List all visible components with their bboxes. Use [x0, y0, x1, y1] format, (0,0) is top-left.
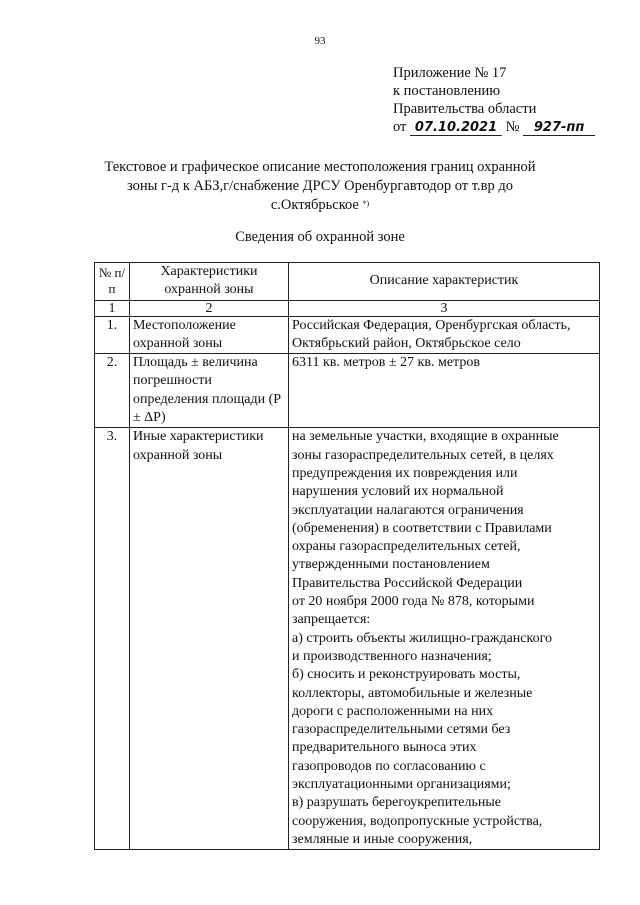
zone-info-table	[94, 262, 600, 850]
description-line: нарушения условий их нормальной	[292, 484, 504, 500]
description-line: охраны газораспределительных сетей,	[292, 539, 521, 555]
table-row	[95, 354, 600, 428]
description-line: запрещается:	[292, 612, 371, 628]
header-cell-description: Описание характеристик	[289, 263, 600, 301]
appendix-block	[393, 64, 595, 136]
table-header-row	[95, 263, 600, 301]
handwritten-date: 07.10.2021	[410, 121, 502, 136]
description-line: коллекторы, автомобильные и железные	[292, 685, 533, 701]
description-line: на земельные участки, входящие в охранные	[292, 429, 559, 445]
description-line: зоны газораспределительных сетей, в целях	[292, 447, 554, 463]
description-line: сооружения, водопропускные устройства,	[292, 813, 543, 829]
row-characteristic: Площадь ± величина погрешности определения площади (P ± ΔP)	[130, 354, 289, 428]
description-line: газопроводов по согласованию с	[292, 758, 486, 774]
appendix-line-2: к постановлению	[393, 83, 501, 99]
row-description: Российская Федерация, Оренбургская область, Октябрьский район, Октябрьское село	[289, 316, 600, 354]
description-line: от 20 ноября 2000 года № 878, которыми	[292, 594, 535, 610]
index-cell: 1	[95, 300, 130, 316]
table-index-row	[95, 300, 600, 316]
from-label: от	[393, 119, 407, 135]
appendix-line-3: Правительства области	[393, 101, 537, 117]
header-cell-characteristic: Характеристики охранной зоны	[130, 263, 289, 301]
handwritten-number: 927-пп	[523, 121, 595, 136]
description-line: предупреждения их повреждения или	[292, 465, 518, 481]
section-subtitle: Сведения об охранной зоне	[235, 229, 405, 245]
description-line: а) строить объекты жилищно-гражданского	[292, 630, 552, 646]
description-line: эксплуатационными организациями;	[292, 777, 511, 793]
row-description: 6311 кв. метров ± 27 кв. метров	[289, 354, 600, 428]
description-line: Правительства Российской Федерации	[292, 575, 523, 591]
table-row	[95, 428, 600, 850]
index-cell: 2	[130, 300, 289, 316]
header-cell-number: № п/п	[95, 263, 130, 301]
title-footnote-mark: *)	[362, 199, 370, 208]
title-text: Текстовое и графическое описание местоположения границ охранной зоны г-д к АБЗ,г/снабжение ДРСУ Оренбургавтодор от т.вр до с.Октябрьское	[104, 159, 536, 213]
description-line: предварительного выноса этих	[292, 740, 477, 756]
description-line: утвержденными постановлением	[292, 557, 490, 573]
row-number: 2.	[95, 354, 130, 428]
description-line: газораспределительными сетями без	[292, 722, 511, 738]
description-line: и производственного назначения;	[292, 648, 492, 664]
row-characteristic: Иные характеристики охранной зоны	[130, 428, 289, 850]
row-characteristic: Местоположение охранной зоны	[130, 316, 289, 354]
row-description-multiline	[289, 428, 600, 850]
description-line: в) разрушать берегоукрепительные	[292, 795, 502, 811]
document-title	[100, 158, 540, 215]
index-cell: 3	[289, 300, 600, 316]
number-label: №	[505, 119, 520, 135]
description-line: земляные и иные сооружения,	[292, 831, 473, 847]
appendix-date-line	[393, 118, 595, 136]
row-number: 1.	[95, 316, 130, 354]
description-line: б) сносить и реконструировать мосты,	[292, 667, 521, 683]
page-number: 93	[314, 35, 326, 47]
description-line: (обременения) в соответствии с Правилами	[292, 520, 552, 536]
table-row	[95, 316, 600, 354]
description-line: дороги с расположенными на них	[292, 703, 494, 719]
appendix-line-1: Приложение № 17	[393, 65, 507, 81]
row-number: 3.	[95, 428, 130, 850]
description-line: эксплуатации налагаются ограничения	[292, 502, 524, 518]
